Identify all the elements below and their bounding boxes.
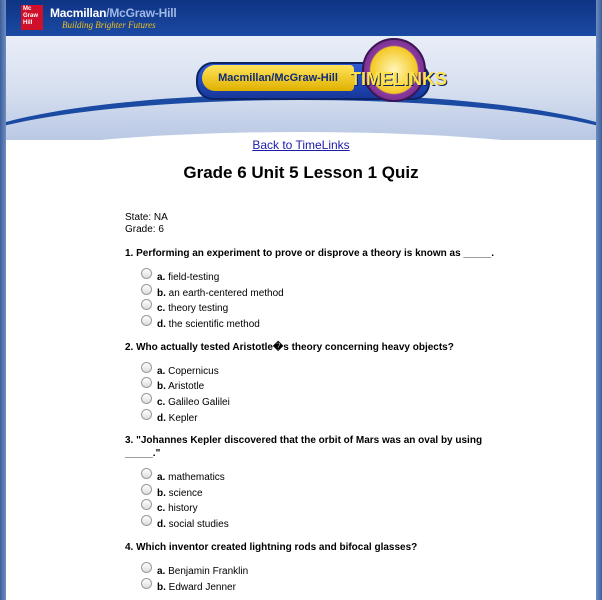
radio-button[interactable] [141,484,152,495]
option-text: field-testing [168,272,220,283]
radio-button[interactable] [141,409,152,420]
publisher-name-part1: Macmillan [50,6,107,20]
option-letter: c. [157,503,166,514]
option-letter: a. [157,366,166,377]
logo-line: Mc [23,6,32,12]
option-letter: b. [157,582,166,593]
answer-option[interactable] [141,271,219,285]
option-letter: b. [157,288,166,299]
publisher-header [6,0,596,36]
publisher-tagline: Building Brighter Futures [62,20,156,30]
quiz-title: Grade 6 Unit 5 Lesson 1 Quiz [183,163,419,182]
option-text: theory testing [168,303,229,314]
option-letter: d. [157,519,166,530]
option-text: the scientific method [168,319,260,330]
option-text: Galileo Galilei [168,397,230,408]
state-label: State: NA [125,212,168,223]
radio-button[interactable] [141,284,152,295]
option-letter: a. [157,472,166,483]
radio-button[interactable] [141,393,152,404]
answer-option[interactable] [141,396,230,410]
answer-option[interactable] [141,365,219,379]
publisher-name-slash: / [106,6,110,20]
answer-option[interactable] [141,302,228,316]
radio-button[interactable] [141,268,152,279]
answer-option[interactable] [141,502,198,516]
logo-line: Graw [23,13,39,19]
answer-option[interactable] [141,318,260,332]
option-text: social studies [168,519,229,530]
answer-option[interactable] [141,380,204,394]
option-letter: a. [157,272,166,283]
quiz-meta [125,212,168,236]
option-letter: c. [157,303,166,314]
radio-button[interactable] [141,578,152,589]
logo-line: Hill [23,20,33,26]
question-4: 4. Which inventor created lightning rods and bifocal glasses? [125,542,418,553]
question-1: 1. Performing an experiment to prove or disprove a theory is known as _____. [125,248,495,259]
option-text: Benjamin Franklin [168,566,249,577]
option-text: science [168,488,203,499]
radio-button[interactable] [141,315,152,326]
radio-button[interactable] [141,515,152,526]
answer-option[interactable] [141,471,225,485]
option-text: history [168,503,198,514]
answer-option[interactable] [141,518,229,532]
option-text: Aristotle [168,381,205,392]
option-letter: d. [157,413,166,424]
publisher-name-part2: McGraw-Hill [109,6,177,20]
radio-button[interactable] [141,299,152,310]
option-letter: a. [157,566,166,577]
timelinks-logo-word: TIMELINKS [350,69,447,89]
radio-button[interactable] [141,377,152,388]
radio-button[interactable] [141,362,152,373]
answer-option[interactable] [141,287,284,301]
answer-option[interactable] [141,565,248,579]
option-text: an earth-centered method [168,288,284,299]
timelinks-logo-label: Macmillan/McGraw-Hill [202,65,354,91]
option-letter: b. [157,381,166,392]
publisher-name [50,6,177,20]
radio-button[interactable] [141,499,152,510]
radio-button[interactable] [141,468,152,479]
question-2: 2. Who actually tested Aristotle�s theory concerning heavy objects? [125,342,454,353]
answer-option[interactable] [141,581,236,595]
option-letter: c. [157,397,166,408]
option-text: Edward Jenner [168,582,236,593]
option-letter: b. [157,488,166,499]
question-3: 3. "Johannes Kepler discovered that the orbit of Mars was an oval by using _____." [125,435,483,459]
right-frame-border [596,0,602,600]
answer-option[interactable] [141,487,203,501]
mcgraw-hill-logo[interactable] [21,5,43,30]
option-letter: d. [157,319,166,330]
option-text: mathematics [168,472,225,483]
answer-option[interactable] [141,412,198,426]
timelinks-banner [6,36,596,140]
grade-label: Grade: 6 [125,224,164,235]
option-text: Copernicus [168,366,219,377]
back-to-timelinks-link[interactable]: Back to TimeLinks [252,138,350,152]
radio-button[interactable] [141,562,152,573]
option-text: Kepler [168,413,198,424]
